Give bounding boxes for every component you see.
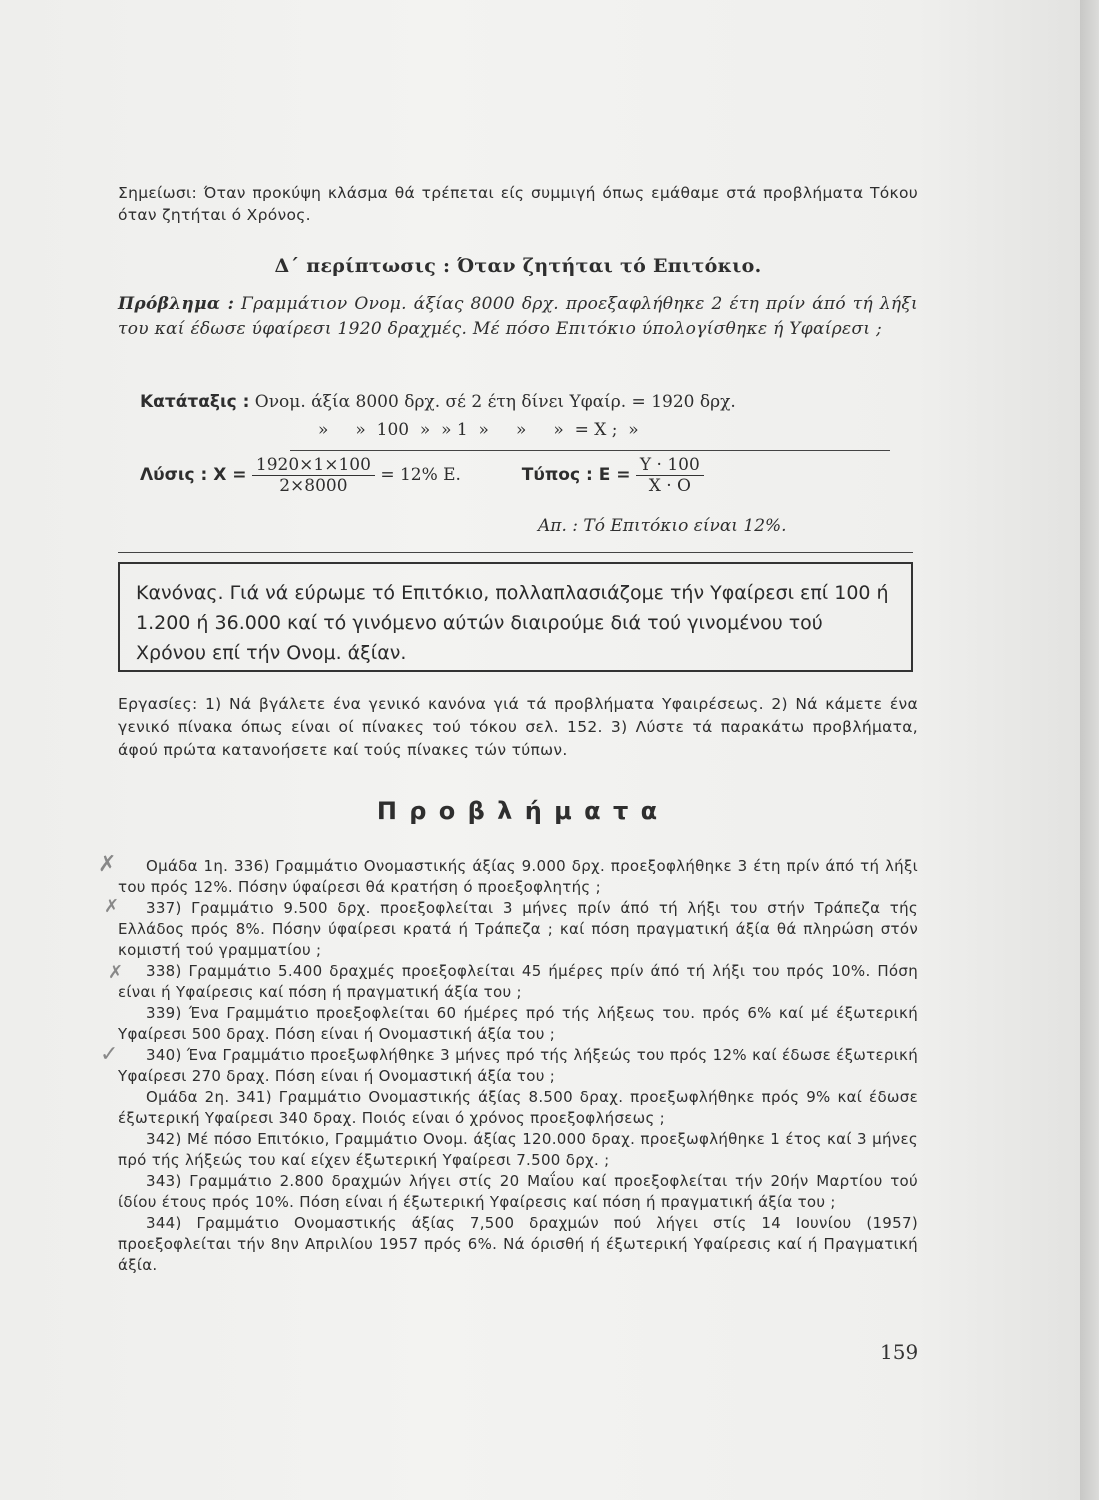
setup-line-2: » » 100 » » 1 » » » = Χ ; » bbox=[318, 420, 639, 440]
page-number: 159 bbox=[880, 1340, 919, 1364]
note-paragraph: Σημείωσι: Όταν προκύψη κλάσμα θά τρέπεται είς συμμιγή όπως εμάθαμε στά προβλήματα Τόκου όταν ζητήται ό Χρόνος. bbox=[118, 184, 918, 224]
pencil-check-mark: ✗ bbox=[108, 962, 124, 983]
pencil-check-mark: ✗ bbox=[104, 896, 120, 917]
solution-fraction bbox=[252, 455, 375, 496]
formula-numerator: Υ · 100 bbox=[636, 455, 704, 476]
problem-337: 337) Γραμμάτιο 9.500 δρχ. προεξοφλείται 3 μήνες πρίν άπό τή λήξι του στήν Τράπεζα τής Ελλάδος πρός 8%. Πόσην ύφαίρεσι κρατά ή Τράπεζα ; καί πόση πραγματική άξία θά πληρώση στόν κομιστή τού γραμματίου ; bbox=[118, 899, 918, 959]
problem-341: Ομάδα 2η. 341) Γραμμάτιο Ονομαστικής άξίας 8.500 δραχ. προεξωφλήθηκε πρός 9% καί έδωσε έξωτερική Υφαίρεσι 340 δραχ. Ποιός είναι ό χρόνος προεξοφλήσεως ; bbox=[118, 1088, 918, 1127]
pencil-check-mark: ✗ bbox=[98, 852, 117, 877]
pencil-check-mark: ✓ bbox=[100, 1042, 119, 1067]
problem-343: 343) Γραμμάτιο 2.800 δραχμών λήγει στίς 20 Μαΐου καί προεξοφλείται τήν 20ήν Μαρτίου τού ίδίου έτους πρός 10%. Πόση είναι ή έξωτερική Υφαίρεσις καί πόση ή πραγματική άξία του ; bbox=[118, 1172, 918, 1211]
problem-339: 339) Ένα Γραμμάτιο προεξοφλείται 60 ήμέρες πρό τής λήξεως του. πρός 6% καί μέ έξωτερική Υφαίρεσι 500 δραχ. Πόση είναι ή Ονομαστική άξία του ; bbox=[118, 1004, 918, 1043]
setup-line1: Ονομ. άξία 8000 δρχ. σέ 2 έτη δίνει Υφαίρ. = 1920 δρχ. bbox=[254, 392, 736, 412]
solution-numerator: 1920×1×100 bbox=[252, 455, 375, 476]
problem-342: 342) Μέ πόσο Επιτόκιο, Γραμμάτιο Ονομ. άξίας 120.000 δραχ. προεξωφλήθηκε 1 έτος καί 3 μήνες πρό τής λήξεώς του καί είχεν έξωτερική Υφαίρεσι 7.500 δρχ. ; bbox=[118, 1130, 918, 1169]
problem-label: Πρόβλημα : bbox=[118, 294, 235, 314]
setup-divider bbox=[290, 450, 890, 451]
problem-336: Ομάδα 1η. 336) Γραμμάτιο Ονομαστικής άξίας 9.000 δρχ. προεξοφλήθηκε 3 έτη πρίν άπό τή λήξι του πρός 12%. Πόσην ύφαίρεσι θά κρατήση ό προεξοφλητής ; bbox=[118, 857, 918, 896]
rule-text: Κανόνας. Γιά νά εύρωμε τό Επιτόκιο, πολλαπλασιάζομε τήν Υφαίρεσι επί 100 ή 1.200 ή 36.000 καί τό γινόμενο αύτών διαιρούμε διά τού γινομένου τού Χρόνου επί τήν Ονομ. άξίαν. bbox=[136, 582, 889, 664]
solution-label: Λύσις : Χ = bbox=[140, 465, 247, 485]
formula-label: Τύπος : Ε = bbox=[521, 465, 631, 485]
answer-line: Απ. : Τό Επιτόκιο είναι 12%. bbox=[538, 516, 787, 536]
formula-fraction bbox=[636, 455, 704, 496]
solution-line bbox=[140, 455, 704, 496]
solution-result: = 12% Ε. bbox=[380, 465, 461, 485]
rule-top-line bbox=[118, 552, 913, 553]
problem-text: Γραμμάτιον Ονομ. άξίας 8000 δρχ. προεξαφλήθηκε 2 έτη πρίν άπό τή λήξι του καί έδωσε ύφαίρεσι 1920 δραχμές. Μέ πόσο Επιτόκιο ύπολογίσθηκε ή Υφαίρεσι ; bbox=[118, 294, 919, 339]
case-heading: Δ΄ περίπτωσις : Όταν ζητήται τό Επιτόκιο. bbox=[274, 255, 762, 277]
exercises-paragraph: Εργασίες: 1) Νά βγάλετε ένα γενικό κανόνα γιά τά προβλήματα Υφαιρέσεως. 2) Νά κάμετε ένα γενικό πίνακα όπως είναι οί πίνακες τού τόκου σελ. 152. 3) Λύστε τά παρακάτω προβλήματα, άφού πρώτα κατανοήσετε καί τούς πίνακες τών τύπων. bbox=[118, 695, 918, 759]
problems-list bbox=[118, 856, 918, 1276]
page-edge bbox=[1080, 0, 1099, 1500]
problem-338: 338) Γραμμάτιο 5.400 δραχμές προεξοφλείται 45 ήμέρες πρίν άπό τή λήξι του πρός 10%. Πόση είναι ή Υφαίρεσις καί πόση ή πραγματική άξία του ; bbox=[118, 962, 918, 1001]
solution-denominator: 2×8000 bbox=[279, 476, 348, 496]
problems-title: Π ρ ο β λ ή μ α τ α bbox=[376, 797, 660, 825]
setup-label: Κατάταξις : bbox=[140, 392, 250, 412]
problem-344: 344) Γραμμάτιο Ονομαστικής άξίας 7,500 δραχμών πού λήγει στίς 14 Ιουνίου (1957) προεξοφλείται τήν 8ην Απριλίου 1957 πρός 6%. Νά όρισθή ή έξωτερική Υφαίρεσις καί ή Πραγματική άξία. bbox=[118, 1214, 918, 1274]
rule-box bbox=[118, 562, 913, 672]
setup-line-1 bbox=[140, 392, 736, 412]
problem-340: 340) Ένα Γραμμάτιο προεξωφλήθηκε 3 μήνες πρό τής λήξεώς του πρός 12% καί έδωσε έξωτερική Υφαίρεσι 270 δραχ. Πόση είναι ή Ονομαστική άξία του ; bbox=[118, 1046, 918, 1085]
formula-denominator: Χ · Ο bbox=[648, 476, 691, 496]
problem-statement bbox=[118, 292, 918, 342]
